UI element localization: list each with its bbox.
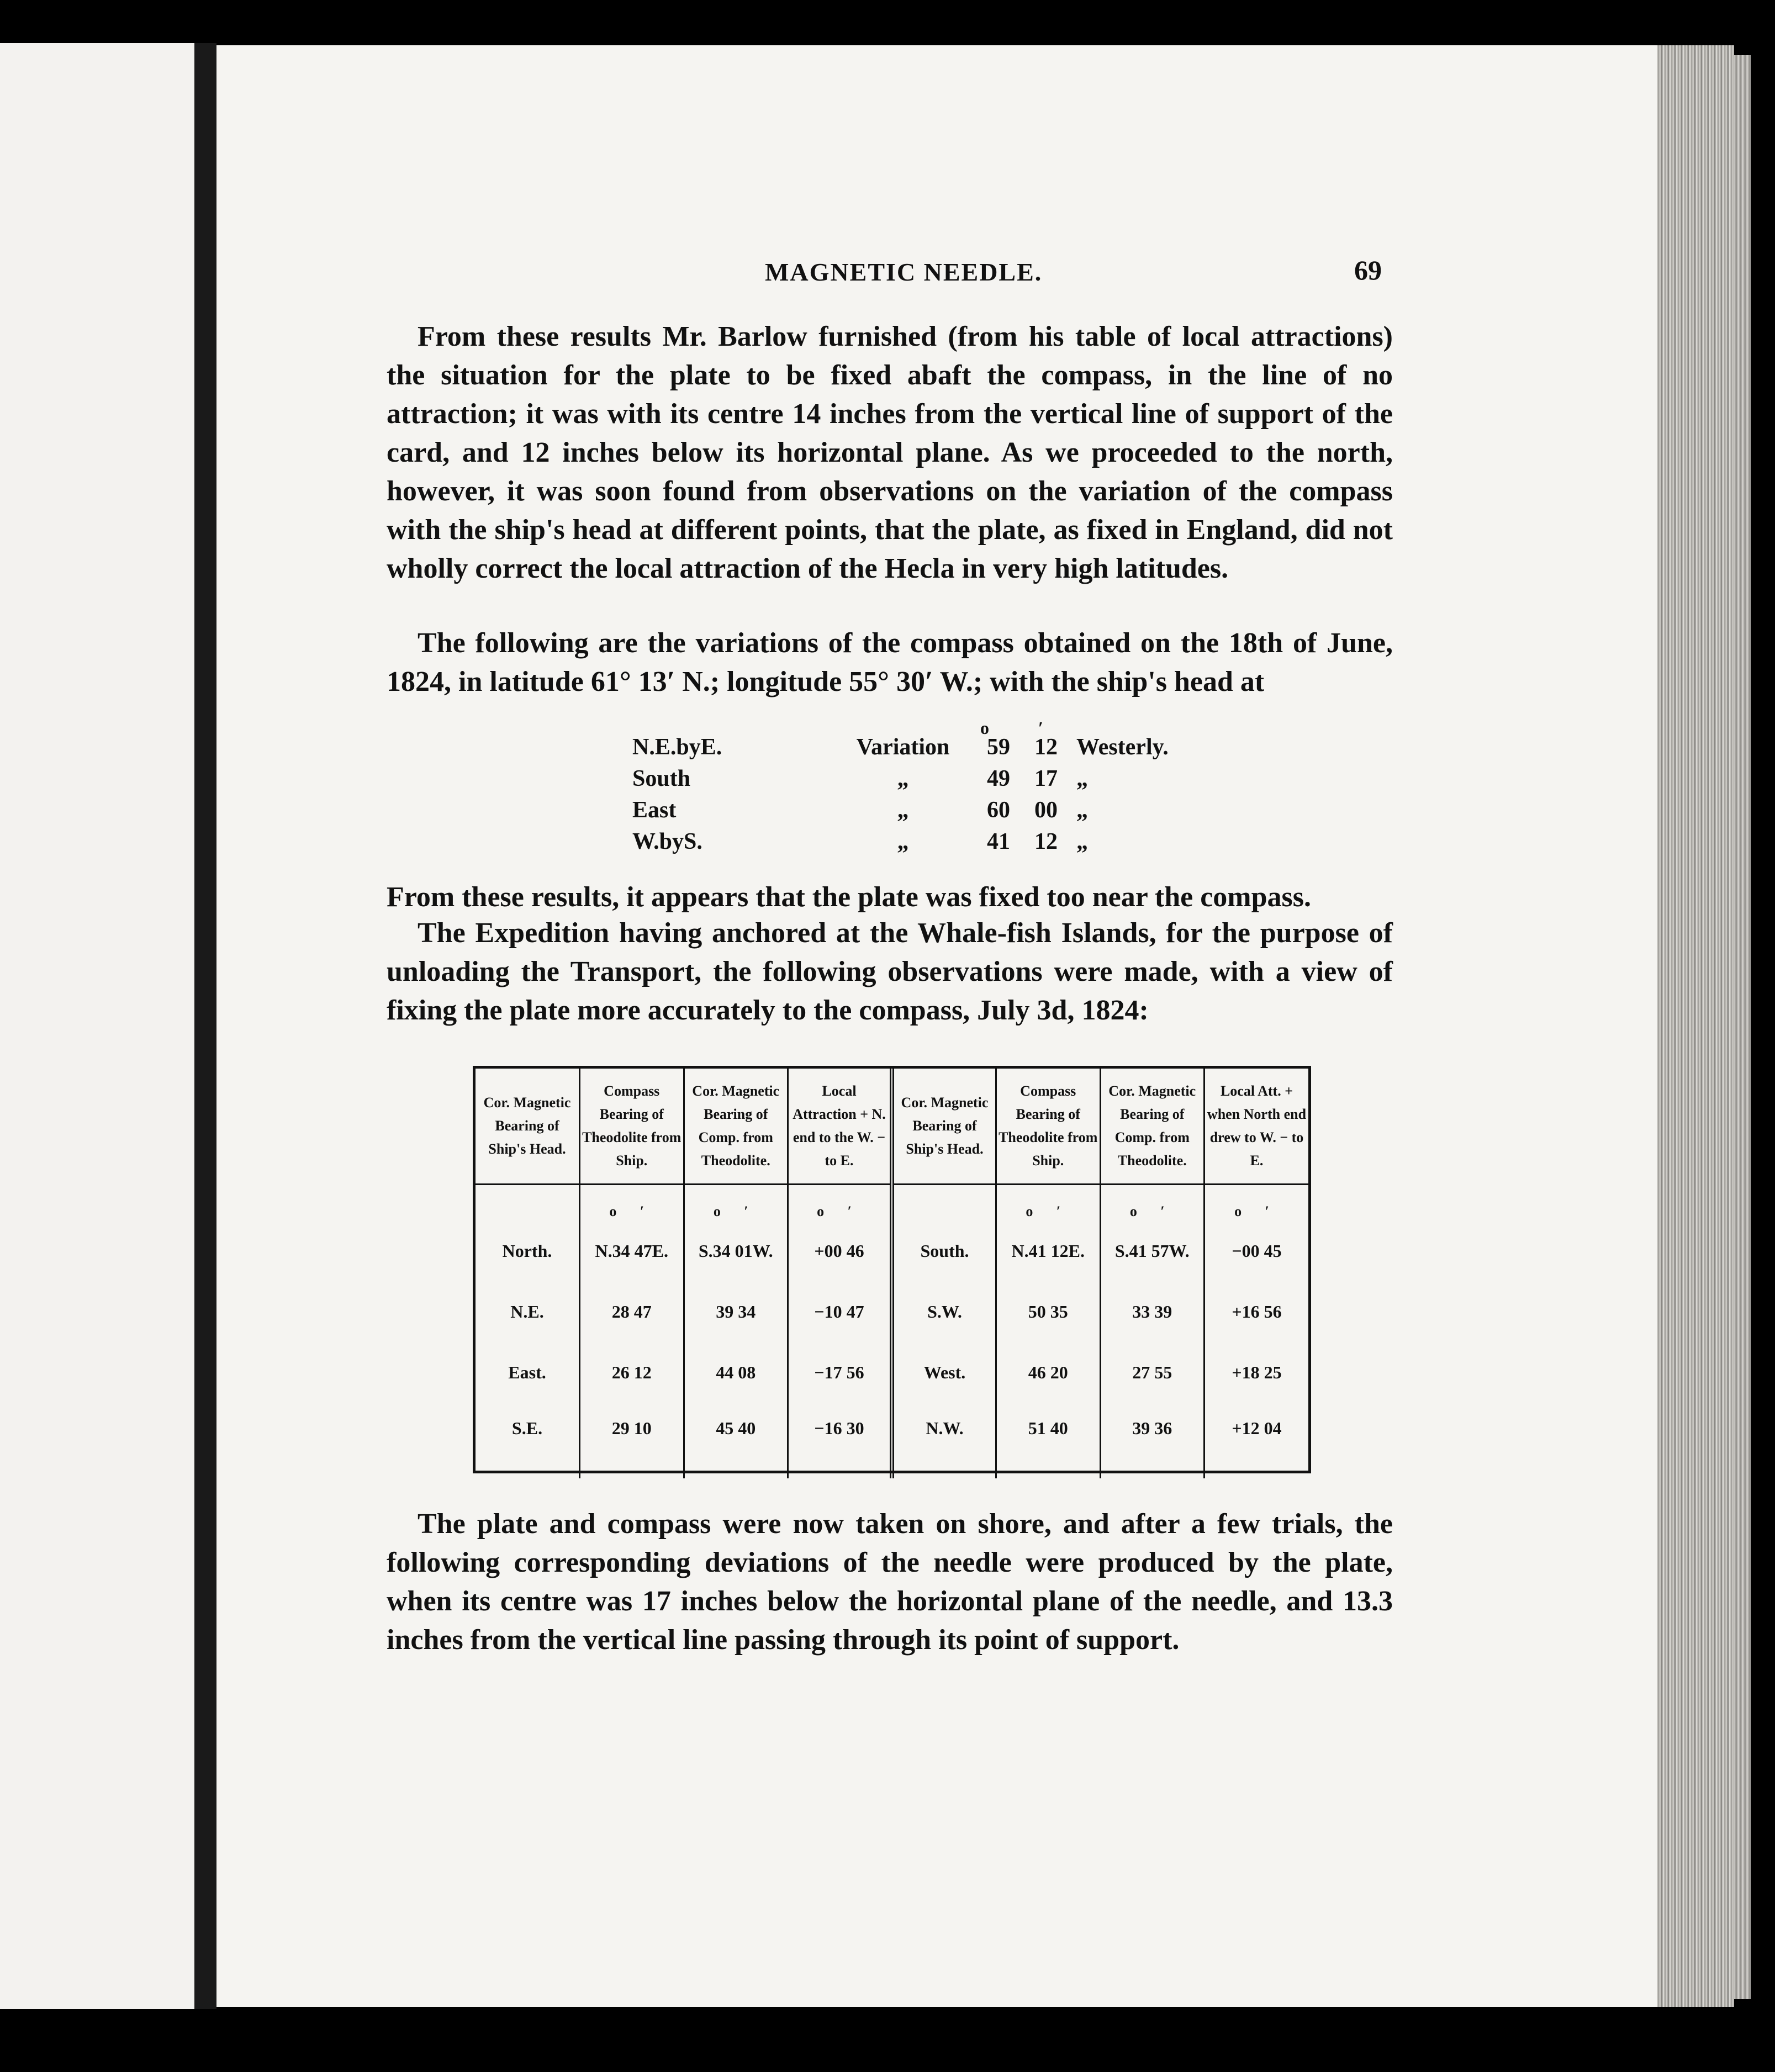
table-cell: +18 25 xyxy=(1232,1362,1282,1382)
paragraph-1: From these results Mr. Barlow furnished (from his table of local attractions) the situation for the plate to be fixed abaft the compass, in the line of no attraction; it was with its centre 14 inches from the vertical line of support of the card, and 12 inches below its horizontal plane. As we proceeded to the north, however, it was soon found from observations on the variation of the compass with the ship's head at different points, that the plate, as fixed in England, did not wholly correct the local attraction of the Hecla in very high latitudes. xyxy=(387,321,1393,584)
degree-unit-mark: o xyxy=(980,718,989,738)
deviation-table-frame xyxy=(473,1066,1311,1473)
table-cell: West. xyxy=(892,1342,996,1403)
variation-direction: „ xyxy=(1076,797,1088,823)
unit-cell: o ′ xyxy=(684,1185,788,1221)
table-cell: −17 56 xyxy=(788,1342,892,1403)
unit-row xyxy=(476,1185,1308,1221)
variation-row xyxy=(632,729,1198,760)
variation-minutes: 00 xyxy=(1034,797,1058,823)
table-cell: 46 20 xyxy=(996,1342,1101,1403)
ship-heading: East xyxy=(632,797,677,823)
variation-direction: „ xyxy=(1076,829,1088,854)
variation-minutes: 12 xyxy=(1034,829,1058,854)
variation-minutes: 17 xyxy=(1034,766,1058,791)
table-cell: 45 40 xyxy=(684,1403,788,1478)
table-row xyxy=(476,1281,1308,1342)
ship-heading: South xyxy=(632,766,691,791)
table-cell: South. xyxy=(892,1220,996,1281)
col-header: Cor. Magnetic Bearing of Ship's Head. xyxy=(892,1069,996,1185)
table-cell: North. xyxy=(476,1220,580,1281)
variation-label: „ xyxy=(897,797,909,823)
table-cell: S.34 01W. xyxy=(684,1220,788,1281)
table-cell: N.34 47E. xyxy=(580,1220,684,1281)
unit-cell-empty xyxy=(892,1185,996,1221)
variation-label: „ xyxy=(897,829,909,854)
variation-label: „ xyxy=(897,766,909,791)
ship-heading: W.byS. xyxy=(632,829,702,854)
page-number: 69 xyxy=(1354,255,1382,286)
table-cell: +12 04 xyxy=(1232,1418,1282,1438)
deviation-table xyxy=(476,1069,1308,1478)
col-header: Cor. Magnetic Bearing of Comp. from Theodolite. xyxy=(684,1069,788,1185)
unit-cell: o ′ xyxy=(788,1185,892,1221)
variation-row xyxy=(632,792,1198,823)
table-cell: −16 30 xyxy=(788,1403,892,1478)
table-cell: +00 46 xyxy=(788,1220,892,1281)
unit-cell: o ′ xyxy=(996,1185,1101,1221)
col-header: Cor. Magnetic Bearing of Comp. from Theodolite. xyxy=(1100,1069,1205,1185)
minute-unit-mark: ′ xyxy=(1038,718,1043,738)
unit-cell: o ′ xyxy=(1234,1203,1279,1219)
variation-minutes: 12 xyxy=(1034,734,1058,760)
col-header: Local Attraction + N. end to the W. − to E. xyxy=(788,1069,892,1185)
col-header: Cor. Magnetic Bearing of Ship's Head. xyxy=(476,1069,580,1185)
variation-row xyxy=(632,760,1198,792)
col-header: Compass Bearing of Theodolite from Ship. xyxy=(580,1069,684,1185)
table-row xyxy=(476,1403,1308,1478)
table-cell: East. xyxy=(476,1342,580,1403)
unit-cell: o ′ xyxy=(1100,1185,1205,1221)
table-cell: S.W. xyxy=(892,1281,996,1342)
page-edges xyxy=(1657,45,1734,2007)
table-cell: 27 55 xyxy=(1100,1342,1205,1403)
table-cell: 44 08 xyxy=(684,1342,788,1403)
paragraph-5: The plate and compass were now taken on shore, and after a few trials, the following corresponding deviations of the needle were produced by the plate, when its centre was 17 inches below the horizontal plane of the needle, and 13.3 inches from the vertical line passing through its point of support. xyxy=(387,1508,1393,1656)
table-cell: 51 40 xyxy=(996,1403,1101,1478)
table-cell: N.E. xyxy=(476,1281,580,1342)
variation-table xyxy=(632,729,1198,855)
facing-page xyxy=(0,43,194,2009)
paragraph-2: The following are the variations of the compass obtained on the 18th of June, 1824, in latitude 61° 13′ N.; longitude 55° 30′ W.; with the ship's head at xyxy=(387,627,1393,697)
paragraph-3: From these results, it appears that the plate was fixed too near the compass. xyxy=(387,881,1311,913)
table-row xyxy=(476,1342,1308,1403)
table-row xyxy=(476,1220,1308,1281)
ship-heading: N.E.byE. xyxy=(632,734,722,760)
table-cell: N.41 12E. xyxy=(996,1220,1101,1281)
table-cell: S.E. xyxy=(476,1403,580,1478)
table-cell: −10 47 xyxy=(788,1281,892,1342)
variation-row xyxy=(632,823,1198,855)
variation-degrees: 59 xyxy=(987,734,1010,760)
variation-degrees: 60 xyxy=(987,797,1010,823)
table-cell: 26 12 xyxy=(580,1342,684,1403)
variation-direction: Westerly. xyxy=(1076,734,1169,760)
table-cell: 50 35 xyxy=(996,1281,1101,1342)
table-cell: 33 39 xyxy=(1100,1281,1205,1342)
running-header: MAGNETIC NEEDLE. xyxy=(765,258,1043,286)
table-cell: 39 34 xyxy=(684,1281,788,1342)
col-header: Local Att. + when North end drew to W. − to E. xyxy=(1205,1069,1309,1185)
table-cell: S.41 57W. xyxy=(1100,1220,1205,1281)
table-cell: −00 45 xyxy=(1232,1240,1282,1261)
page-edges-outer xyxy=(1734,55,1751,1999)
table-cell: 39 36 xyxy=(1100,1403,1205,1478)
table-header-row xyxy=(476,1069,1308,1185)
table-cell: 28 47 xyxy=(580,1281,684,1342)
book-gutter xyxy=(194,43,216,2009)
variation-degrees: 49 xyxy=(987,766,1010,791)
table-cell: +16 56 xyxy=(1232,1301,1282,1322)
table-cell: N.W. xyxy=(892,1403,996,1478)
unit-cell-empty xyxy=(476,1185,580,1221)
col-header: Compass Bearing of Theodolite from Ship. xyxy=(996,1069,1101,1185)
variation-degrees: 41 xyxy=(987,829,1010,854)
variation-direction: „ xyxy=(1076,766,1088,791)
table-cell: 29 10 xyxy=(580,1403,684,1478)
unit-cell: o ′ xyxy=(580,1185,684,1221)
variation-label: Variation xyxy=(856,734,950,760)
paragraph-4: The Expedition having anchored at the Whale-fish Islands, for the purpose of unloading the Transport, the following observations were made, with a view of fixing the plate more accurately to the compass, July 3d, 1824: xyxy=(387,917,1393,1026)
